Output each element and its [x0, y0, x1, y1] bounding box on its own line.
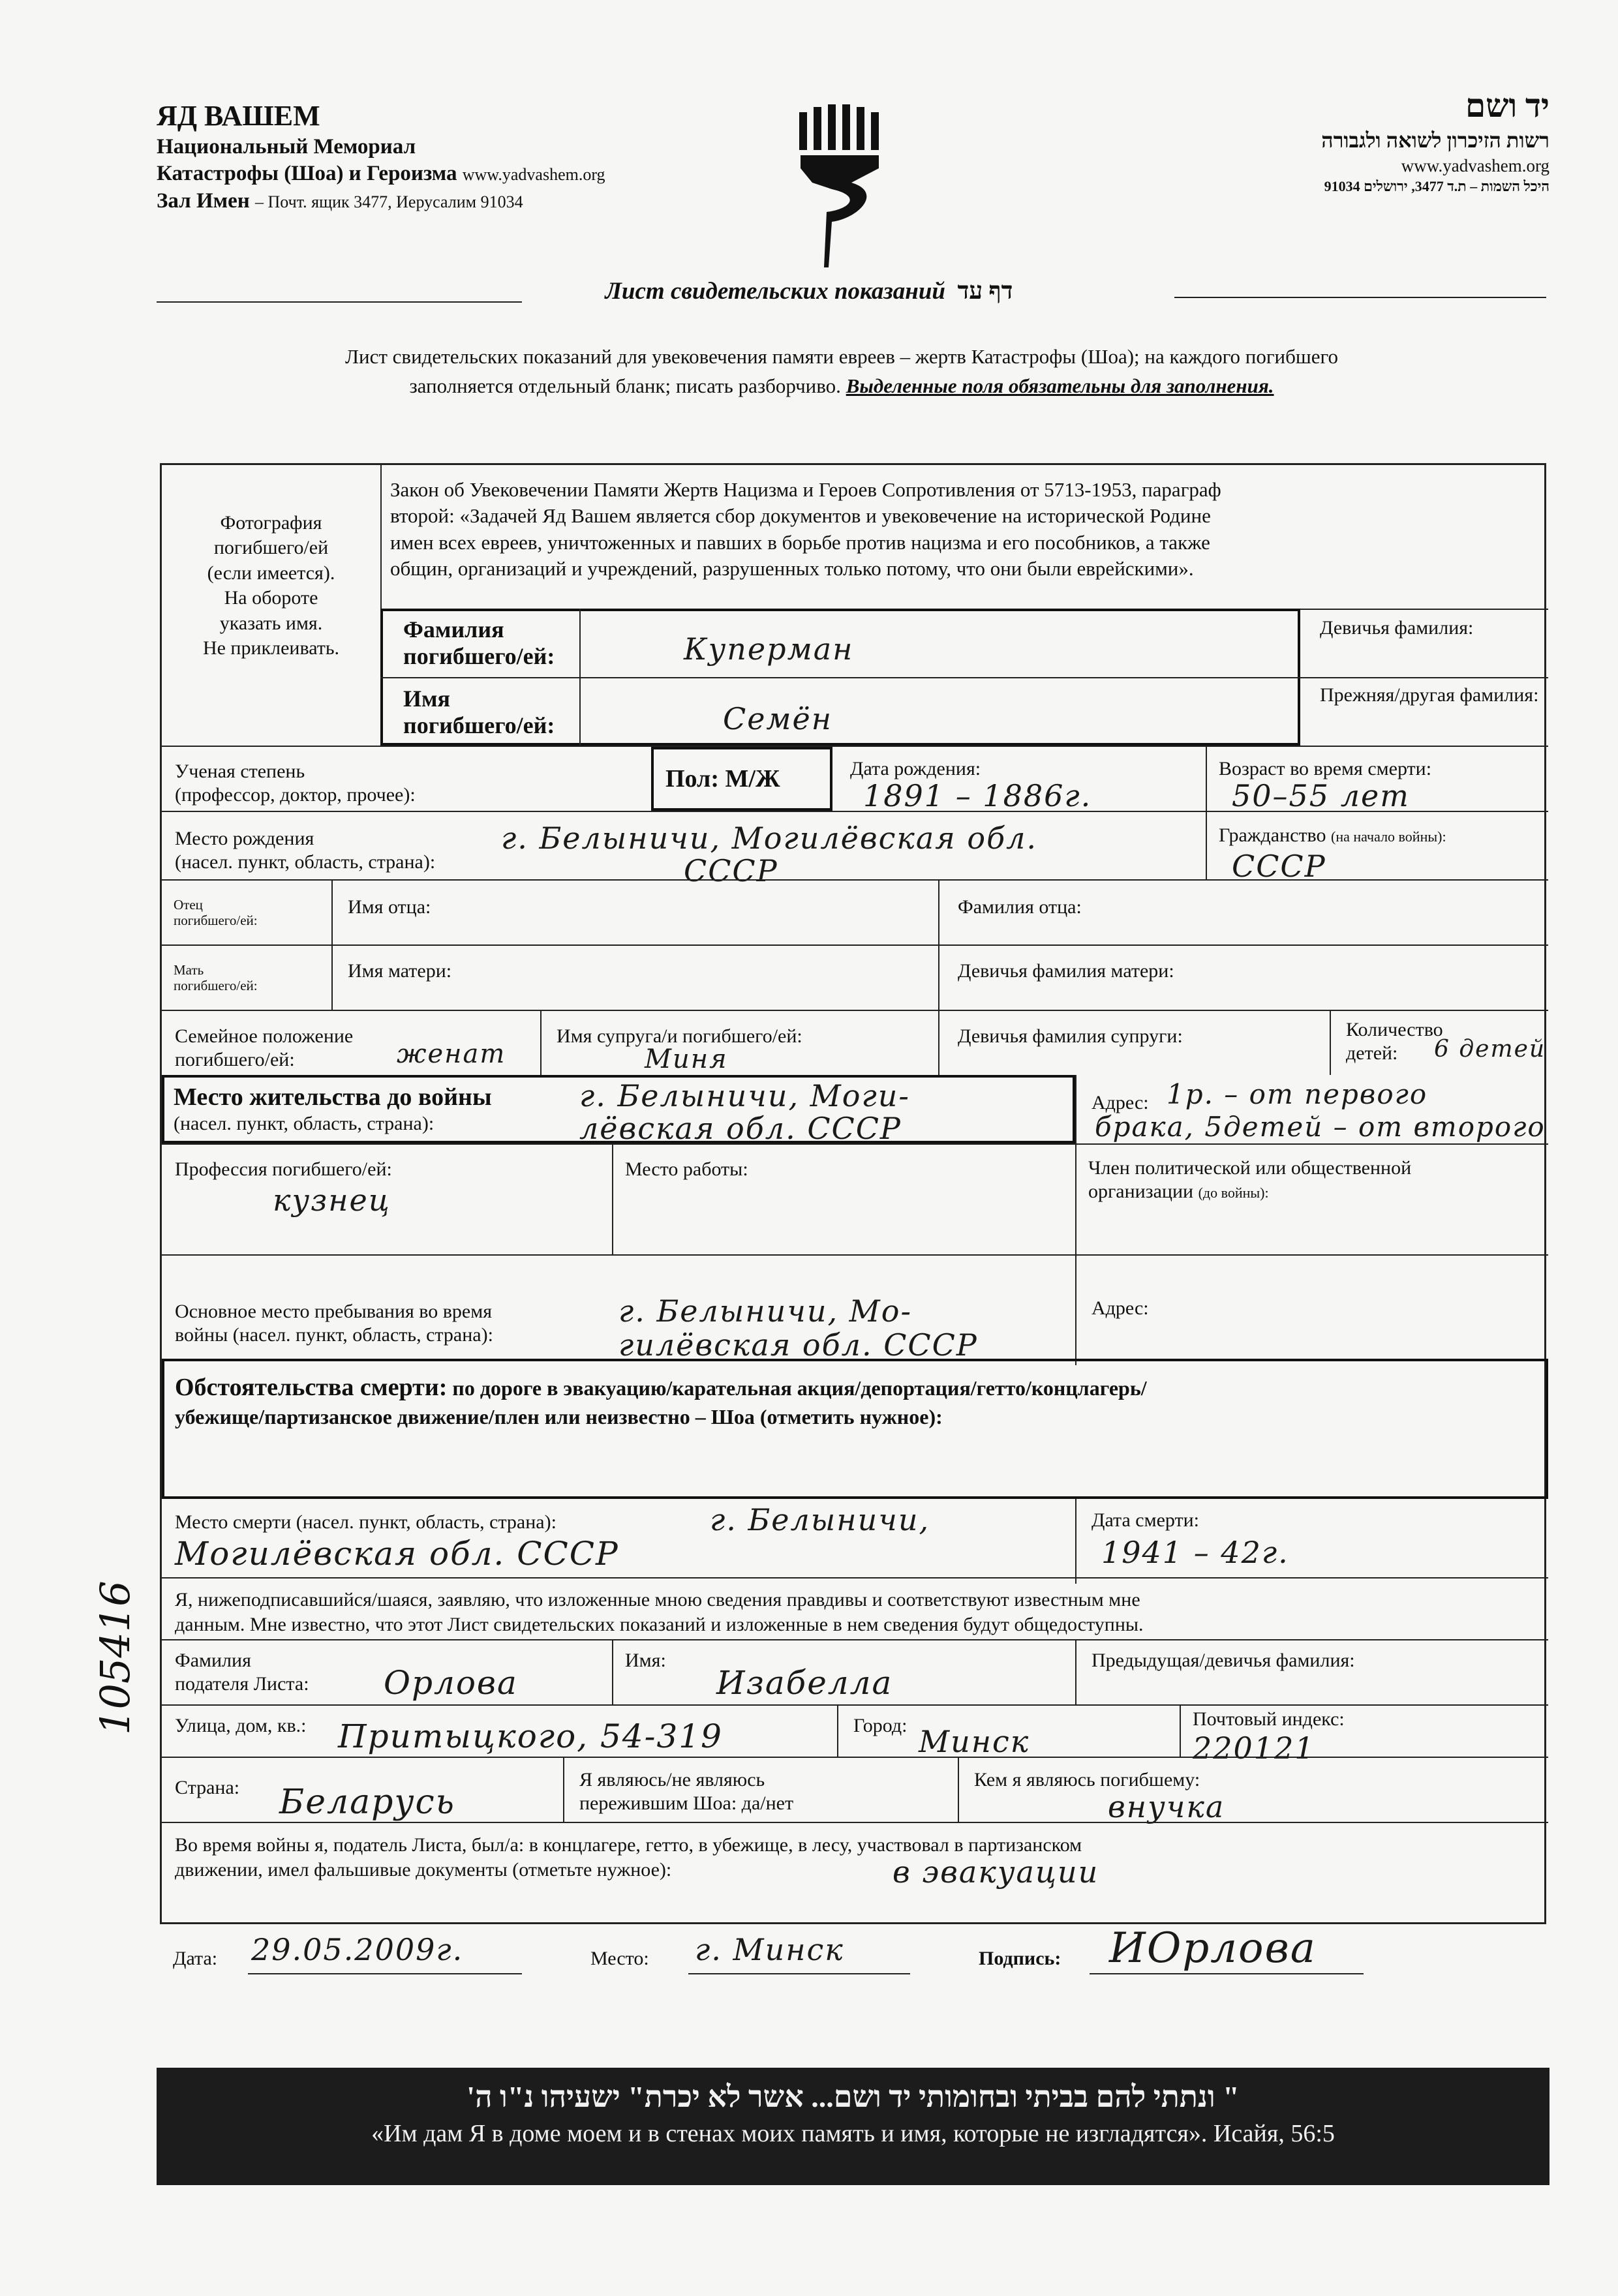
date-field[interactable]: 29.05.2009г. [251, 1932, 464, 1967]
children-count-label: Количество детей: [1346, 1019, 1443, 1064]
submitter-name-field[interactable]: Изабелла [716, 1664, 893, 1702]
footer-quote-ru: «Им дам Я в доме моем и в стенах моих память и имя, которые не изгладятся». Исайя, 56:5 [371, 2120, 1335, 2147]
wartime-address-label: Адрес: [1091, 1297, 1149, 1319]
submitter-name-label: Имя: [625, 1650, 666, 1671]
age-field[interactable]: 50–55 лет [1232, 778, 1410, 813]
intro-line1: Лист свидетельских показаний для увековечения памяти евреев – жертв Катастрофы (Шоа); на каждого погибшего [345, 345, 1338, 368]
yad-vashem-menorah-logo [793, 104, 891, 267]
intro-mandatory-note: Выделенные поля обязательны для заполнения. [846, 374, 1274, 397]
relation-field[interactable]: внучка [1108, 1789, 1225, 1824]
street-field[interactable]: Притыцкого, 54-319 [338, 1717, 723, 1755]
death-place-field-line2[interactable]: Могилёвская обл. СССР [175, 1535, 619, 1573]
zip-field[interactable]: 220121 [1193, 1730, 1315, 1766]
mother-name-label: Имя матери: [348, 960, 452, 982]
death-place-label: Место смерти (насел. пункт, область, страна): [175, 1511, 557, 1533]
intro-line2: заполняется отдельный бланк; писать разборчиво. [409, 374, 841, 397]
mother-small-label: Мать погибшего/ей: [174, 962, 258, 994]
wartime-place-label: Основное место пребывания во время войны (насел. пункт, область, страна): [175, 1301, 493, 1346]
country-label: Страна: [175, 1777, 240, 1798]
circumstances-label: Обстоятельства смерти: по дороге в эвакуацию/карательная акция/депортация/гетто/концлагерь/ [175, 1374, 1147, 1401]
law-quote: Закон об Увековечении Памяти Жертв Нацизма и Героев Сопротивления от 5713-1953, параграф второй: «Задачей Яд Вашем является сбор документов и увековечение на исторической Родине имен всех евреев, уничтоженных и павших в борьбе против нацизма и его пособников, а также общин, организаций и учреждений, разрушенных только потому, что они были еврейскими». [390, 478, 1221, 580]
submitter-war-label-line2: движении, имел фальшивые документы (отметьте нужное): [175, 1859, 672, 1881]
header-he [1321, 85, 1549, 196]
survivor-label[interactable]: Я являюсь/не являюсь пережившим Шоа: да/нет [579, 1769, 794, 1814]
father-small-label: Отец погибшего/ей: [174, 897, 258, 929]
address-field-line2[interactable]: брака, 5детей – от второго [1095, 1111, 1546, 1143]
intro-text [157, 342, 1527, 401]
death-place-field-line1[interactable]: г. Белыничи, [710, 1502, 930, 1537]
marital-status-label: Семейное положение погибшего/ей: [175, 1025, 354, 1070]
residence-field-line1[interactable]: г. Белыничи, Моги- [579, 1078, 910, 1113]
workplace-label: Место работы: [625, 1158, 748, 1180]
date-label: Дата: [173, 1948, 218, 1969]
place-label: Место: [590, 1948, 649, 1969]
residence-field-line2[interactable]: лёвская обл. СССР [579, 1111, 902, 1146]
archive-number: 105416 [91, 1580, 139, 1735]
dob-field[interactable]: 1891 – 1886г. [863, 778, 1092, 813]
submitter-surname-label: Фамилия подателя Листа: [175, 1650, 309, 1695]
death-date-label: Дата смерти: [1091, 1509, 1200, 1531]
declaration-line1: Я, нижеподписавшийся/шаяся, заявляю, что изложенные мною сведения правдивы и соответствуют известным мне [175, 1589, 1140, 1610]
form-title [0, 277, 1618, 305]
photo-label: Фотография погибшего/ей (если имеется). На обороте указать имя. Не приклеивать. [202, 512, 340, 659]
victim-name-label: Имя погибшего/ей: [403, 686, 555, 739]
previous-name-label: Прежняя/другая фамилия: [1320, 684, 1539, 706]
signature-field[interactable]: ИОрлова [1109, 1924, 1317, 1972]
birthplace-field-line1[interactable]: г. Белыничи, Могилёвская обл. [501, 821, 1038, 856]
age-label: Возраст во время смерти: [1219, 758, 1432, 779]
footer-banner [157, 2068, 1549, 2185]
death-date-field[interactable]: 1941 – 42г. [1101, 1535, 1289, 1570]
website-ru[interactable]: www.yadvashem.org [462, 165, 605, 185]
org-line2-he: רשות הזיכרון לשואה ולגבורה [1321, 128, 1549, 152]
testimony-form [160, 463, 1546, 1924]
sex-field[interactable]: Пол: М/Ж [665, 765, 780, 793]
zip-label: Почтовый индекс: [1193, 1708, 1345, 1730]
submitter-surname-field[interactable]: Орлова [384, 1664, 518, 1702]
postal-address-he: היכל השמות – ת.ד 3477, ירושלים 91034 [1324, 177, 1549, 194]
place-underline [688, 1973, 910, 1974]
citizenship-label: Гражданство (на начало войны): [1219, 824, 1446, 846]
birthplace-label: Место рождения (насел. пункт, область, страна): [175, 828, 436, 873]
submitter-war-field[interactable]: в эвакуации [893, 1854, 1099, 1890]
membership-label: Член политической или общественной организации (до войны): [1088, 1157, 1412, 1202]
signature-label: Подпись: [979, 1948, 1061, 1969]
mother-maiden-label: Девичья фамилия матери: [958, 960, 1174, 982]
country-field[interactable]: Беларусь [279, 1783, 455, 1822]
website-he[interactable]: www.yadvashem.org [1401, 155, 1549, 175]
header-ru [157, 98, 605, 215]
victim-surname-label: Фамилия погибшего/ей: [403, 616, 555, 670]
address-field-line1[interactable]: 1р. – от первого [1167, 1078, 1428, 1110]
org-line2-ru: Национальный Мемориал [157, 135, 416, 159]
dob-label: Дата рождения: [850, 758, 981, 779]
address-label: Адрес: [1091, 1092, 1149, 1113]
birthplace-field-line2[interactable]: СССР [684, 853, 778, 888]
org-line3-ru: Катастрофы (Шоа) и Героизма [157, 162, 457, 186]
hall-of-names: Зал Имен [157, 189, 250, 213]
profession-label: Профессия погибшего/ей: [175, 1158, 392, 1180]
degree-label: Ученая степень (профессор, доктор, прочее): [175, 761, 416, 806]
declaration-line2: данным. Мне известно, что этот Лист свидетельских показаний и изложенные в нем сведения будут общедоступны. [175, 1614, 1144, 1635]
city-label: Город: [853, 1715, 908, 1736]
father-surname-label: Фамилия отца: [958, 896, 1082, 918]
circumstances-options[interactable]: убежище/партизанское движение/плен или неизвестно – Шоа (отметить нужное): [175, 1405, 943, 1428]
profession-field[interactable]: кузнец [273, 1183, 391, 1218]
date-underline [248, 1973, 522, 1974]
father-name-label: Имя отца: [348, 896, 431, 918]
org-name-ru: ЯД ВАШЕМ [157, 100, 320, 132]
children-count-field[interactable]: 6 детей [1434, 1036, 1546, 1063]
submitter-war-label-line1: Во время войны я, податель Листа, был/а: в концлагере, гетто, в убежище, в лесу, участвовал в партизанском [175, 1834, 1082, 1856]
form-title-he: דף עד [957, 278, 1013, 305]
citizenship-field[interactable]: СССР [1232, 849, 1326, 884]
postal-address-ru: – Почт. ящик 3477, Иерусалим 91034 [255, 192, 523, 211]
residence-sublabel: (насел. пункт, область, страна): [174, 1113, 435, 1134]
marital-status-field[interactable]: женат [397, 1039, 506, 1069]
signature-underline [1090, 1973, 1364, 1974]
org-name-he: יד ושם [1465, 87, 1549, 124]
wartime-place-field-line2[interactable]: гилёвская обл. СССР [618, 1327, 978, 1363]
spouse-name-label: Имя супруга/и погибшего/ей: [557, 1025, 802, 1047]
form-title-ru: Лист свидетельских показаний [605, 278, 945, 305]
street-label: Улица, дом, кв.: [175, 1715, 307, 1736]
relation-label: Кем я являюсь погибшему: [974, 1769, 1200, 1790]
wartime-place-field-line1[interactable]: г. Белыничи, Мо- [618, 1293, 913, 1329]
residence-label: Место жительства до войны [174, 1083, 492, 1111]
spouse-name-field[interactable]: Миня [645, 1044, 728, 1074]
maiden-name-label: Девичья фамилия: [1320, 617, 1474, 639]
victim-surname-field[interactable]: Куперман [684, 631, 854, 667]
place-field[interactable]: г. Минск [695, 1932, 844, 1967]
submitter-maiden-label: Предыдущая/девичья фамилия: [1091, 1650, 1355, 1671]
victim-name-field[interactable]: Семён [723, 701, 833, 736]
city-field[interactable]: Минск [919, 1724, 1030, 1759]
spouse-maiden-label: Девичья фамилия супруги: [958, 1025, 1183, 1047]
footer-quote-he: " ונתתי להם בביתי ובחומותי יד ושם... אשר לא יכרת" ישעיהו נ"ו ה' [466, 2080, 1240, 2113]
